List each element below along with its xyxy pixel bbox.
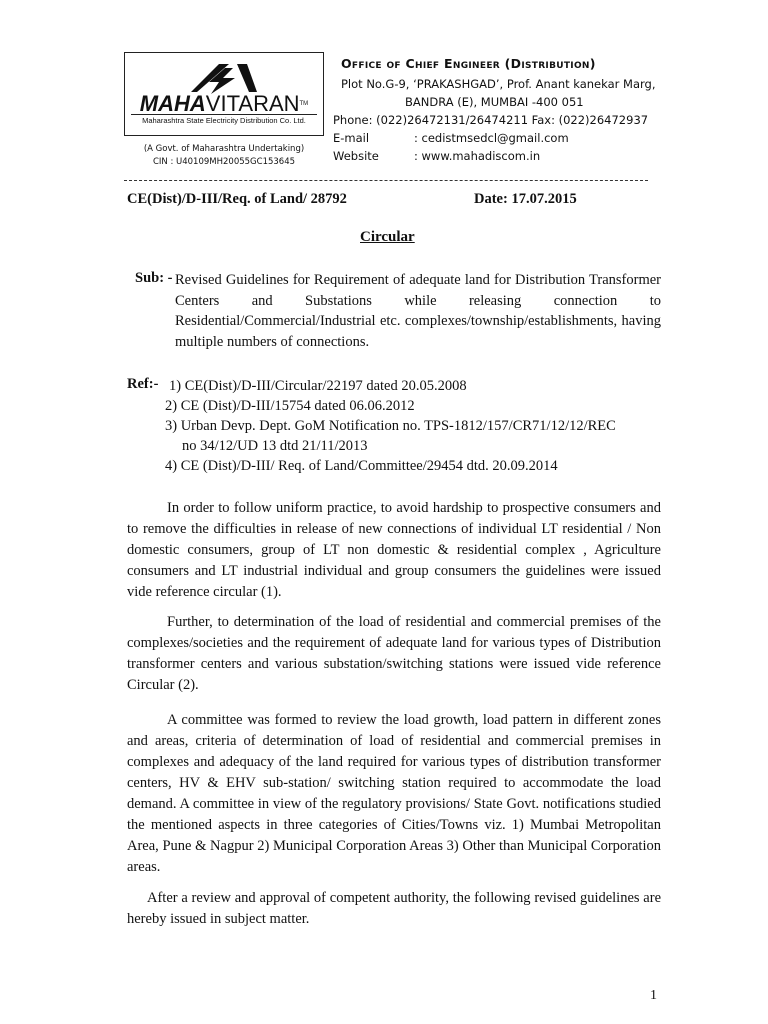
lightning-logo-icon [189,62,259,94]
company-logo [124,52,324,136]
address-line-1: Plot No.G-9, ‘PRAKASHGAD’, Prof. Anant kanekar Marg, [341,77,656,91]
logo-divider [131,114,317,115]
body-paragraph: Further, to determination of the load of residential and commercial premises of the complexes/societies and the requirement of adequate land for various types of Distribution transformer centers and various substation/switching stations were issued vide reference Circular (2). [127,614,661,693]
reference-item: no 34/12/UD 13 dtd 21/11/2013 [182,438,368,454]
document-date: Date: 17.07.2015 [474,191,577,207]
reference-item: 3) Urban Devp. Dept. GoM Notification no. TPS-1812/157/CR71/12/12/REC [165,418,616,434]
website-value[interactable]: : www.mahadiscom.in [414,149,541,163]
address-line-2: BANDRA (E), MUMBAI -400 051 [405,95,584,109]
body-paragraph: In order to follow uniform practice, to avoid hardship to prospective consumers and to remove the difficulties in release of new connections of individual LT residential / Non domestic consumers, group of LT non domestic & residential complex , Agriculture consumers and LT industrial individual and group consumers the guidelines were issued vide reference circular (1). [127,500,661,600]
page-number: 1 [650,988,657,1003]
office-title: Office of Chief Engineer (Distribution) [341,56,596,71]
reference-number: CE(Dist)/D-III/Req. of Land/ 28792 [127,191,347,207]
logo-subtitle: Maharashtra State Electricity Distribution Co. Ltd. [142,116,306,125]
phone-fax: Phone: (022)26472131/26474211 Fax: (022)26472937 [333,113,649,127]
reference-item: 4) CE (Dist)/D-III/ Req. of Land/Committee/29454 dtd. 20.09.2014 [165,458,558,474]
logo-wordmark: MAHAVITARAN™ [139,91,309,116]
reference-item: 1) CE(Dist)/D-III/Circular/22197 dated 20.05.2008 [169,378,467,394]
cin-line: CIN : U40109MH20055GC153645 [152,157,296,167]
header-divider [124,180,648,181]
govt-undertaking [122,143,326,169]
document-heading: Circular [360,229,415,245]
subject-text: Revised Guidelines for Requirement of adequate land for Distribution Transformer Centers and Substations while releasing connection to Residential/Commercial/Industrial etc. complexes/township/establishments, having multiple numbers of connections. [175,272,661,350]
email-value[interactable]: : cedistmsedcl@gmail.com [414,131,569,145]
body-paragraph: A committee was formed to review the load growth, load pattern in different zones and areas, criteria of determination of load of residential and commercial premises in complexes and adequacy of the land required for various types of distribution transformer centers, HV & EHV sub-station/ switching station required to accommodate the load demand. A committee in view of the regulatory provisions/ State Govt. notifications studied the mentioned aspects in three categories of Cities/Towns viz. 1) Mumbai Metropolitan Area, Pune & Nagpur 2) Municipal Corporation Areas 3) Other than Municipal Corporation areas. [127,712,661,875]
body-paragraph: After a review and approval of competent authority, the following revised guidelines are hereby issued in subject matter. [127,890,661,927]
govt-line: (A Govt. of Maharashtra Undertaking) [143,144,305,154]
website-label: Website [333,149,379,163]
subject-label: Sub: - [135,270,173,286]
email-label: E-mail [333,131,370,145]
references-label: Ref:- [127,376,159,392]
reference-item: 2) CE (Dist)/D-III/15754 dated 06.06.2012 [165,398,415,414]
